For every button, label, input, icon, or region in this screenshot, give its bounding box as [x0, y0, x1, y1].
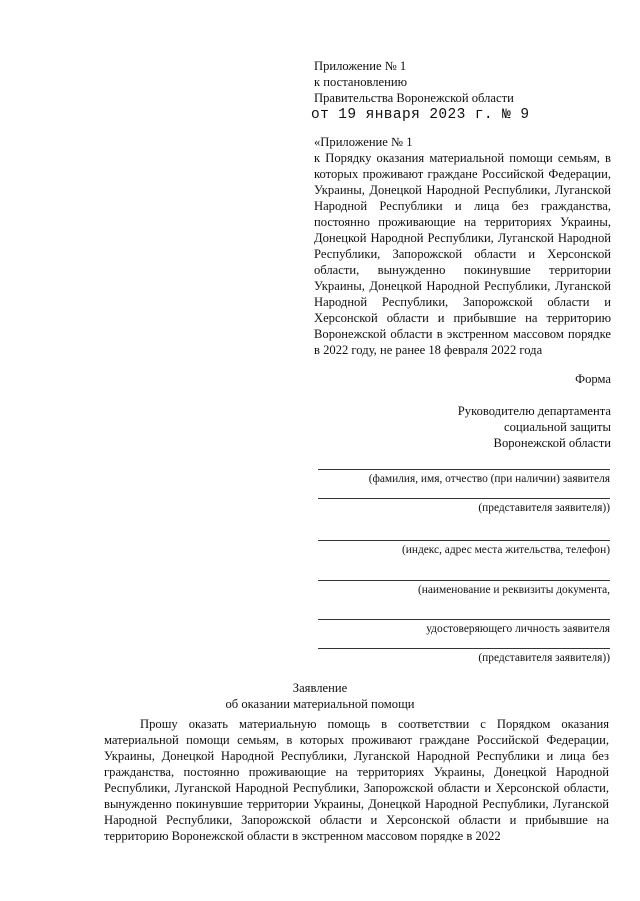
representative-blank-line — [318, 498, 610, 499]
form-label: Форма — [575, 372, 611, 386]
statement-subtitle: об оказании материальной помощи — [225, 697, 415, 711]
header-to-resolution: к постановлению — [314, 75, 408, 89]
header-annex-number: Приложение № 1 — [314, 59, 407, 73]
address-field — [318, 540, 610, 557]
representative-caption-2: (представителя заявителя)) — [478, 652, 610, 664]
statement-title: Заявление — [292, 681, 348, 695]
document-caption: (наименование и реквизиты документа, — [417, 584, 610, 596]
header-government: Правительства Воронежской области — [314, 91, 514, 105]
fio-blank-line — [318, 469, 610, 470]
document-blank-line — [318, 580, 610, 581]
identity-field — [318, 619, 610, 636]
recipient-line-2: социальной защиты — [504, 420, 611, 434]
document-header — [311, 58, 614, 124]
identity-blank-line — [318, 619, 610, 620]
fio-caption: (фамилия, имя, отчество (при наличии) заявителя — [368, 473, 610, 485]
header-date-number: от 19 января 2023 г. № 9 — [311, 107, 530, 123]
address-caption: (индекс, адрес места жительства, телефон) — [401, 544, 610, 556]
recipient-line-3: Воронежской области — [493, 436, 611, 450]
identity-caption: удостоверяющего личность заявителя — [426, 623, 610, 635]
representative-blank-line-2 — [318, 648, 610, 649]
representative-field — [318, 498, 610, 515]
recipient-line-1: Руководителю департамента — [457, 404, 611, 418]
annex-text: к Порядку оказания материальной помощи семьям, в которых проживают граждане Российской Федерации, Украины, Донецкой Народной Республики, Луганской Народной Республики и лица без гражданства, постоянно проживающие на территориях Украины, Донецкой Народной Республики, Луганской Народной Республики, Запорожской области и Херсонской области, вынужденно покинувшие территории Украины, Донецкой Народной Республики, Луганской Народной Республики, Запорожской области и Херсонской области и прибывшие на территорию Воронежской области в экстренном массовом порядке в 2022 году, не ранее 18 февраля 2022 года — [314, 151, 611, 357]
document-field — [318, 580, 610, 597]
representative-caption: (представителя заявителя)) — [478, 502, 610, 514]
recipient-block — [311, 403, 611, 451]
annex-title: «Приложение № 1 — [314, 135, 413, 149]
address-blank-line — [318, 540, 610, 541]
statement-heading — [0, 680, 640, 712]
annex-block — [314, 134, 611, 358]
representative-field-2 — [318, 648, 610, 665]
fio-field — [318, 469, 610, 486]
statement-body: Прошу оказать материальную помощь в соответствии с Порядком оказания материальной помощи семьям, в которых проживают граждане Российской Федерации, Украины, Донецкой Народной Республики, Луганской Народной Республики и лица без гражданства, постоянно проживающие на территориях Украины, Донецкой Народной Республики, Луганской Народной Республики, Запорожской области и Херсонской области, вынужденно покинувшие территории Украины, Донецкой Народной Республики, Луганской Народной Республики, Запорожской области и Херсонской области и прибывшие на территорию Воронежской области в экстренном массовом порядке в 2022 — [104, 717, 609, 843]
